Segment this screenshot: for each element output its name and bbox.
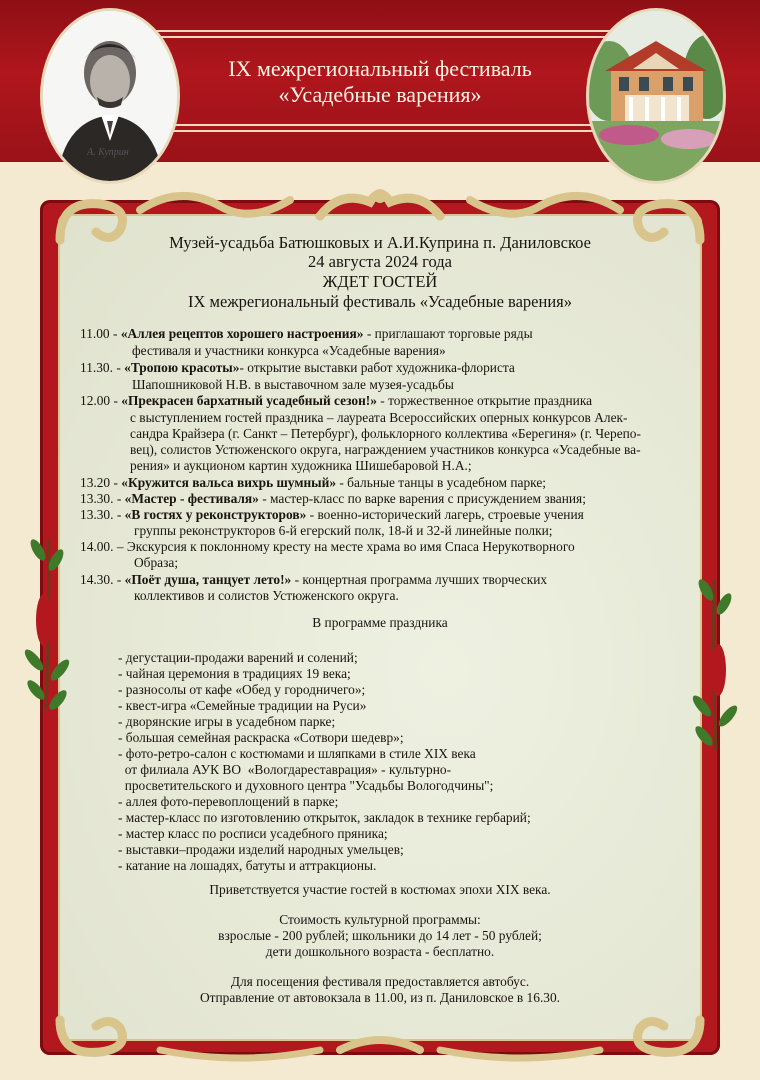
schedule-title: «Прекрасен бархатный усадебный сезон!» — [121, 393, 377, 408]
schedule-cont: с выступлением гостей праздника – лауреата Всероссийских оперных конкурсов Алек- — [130, 410, 628, 425]
festival-title-line2: «Усадебные варения» — [278, 82, 482, 107]
costume-note: Приветствуется участие гостей в костюмах эпохи XIX века. — [209, 882, 551, 897]
schedule-time: 14.30. - — [80, 572, 122, 587]
schedule-item-5 — [80, 491, 586, 507]
schedule-desc: - открытие выставки работ художника-флориста — [239, 360, 515, 375]
program-item: - катание на лошадях, батуты и аттракционы. — [118, 858, 377, 873]
schedule-desc: - бальные танцы в усадебном парке; — [336, 475, 546, 490]
header-top-rule — [150, 30, 610, 32]
schedule-cont: группы реконструкторов 6-й егерский полк, 18-й и 32-й линейные полки; — [134, 523, 553, 538]
schedule-item-3 — [80, 393, 592, 409]
schedule-item-1 — [80, 326, 533, 342]
schedule-cont: рения» и аукционом картин художника Шишебаровой Н.А.; — [130, 458, 472, 473]
heading-date: 24 августа 2024 года — [308, 252, 452, 271]
bottom-scroll-ornament — [40, 1010, 720, 1070]
manor-image — [589, 11, 723, 181]
right-leaf-ornament — [684, 560, 744, 760]
festival-title-line1: IX межрегиональный фестиваль — [228, 56, 532, 81]
festival-title — [170, 56, 590, 108]
schedule-title: «Аллея рецептов хорошего настроения» — [120, 326, 364, 341]
schedule-time: 12.00 - — [80, 393, 118, 408]
price-line1: взрослые - 200 рублей; школьники до 14 лет - 50 рублей; — [218, 928, 542, 943]
schedule-time: 14.00. — [80, 539, 114, 554]
schedule-cont: Образа; — [134, 555, 179, 570]
schedule-item-8 — [80, 572, 547, 588]
schedule-cont: сандра Крайзера (г. Санкт – Петербург), фольклорного коллектива «Берегиня» (г. Черепо- — [130, 426, 641, 441]
program-item: - дегустации-продажи варений и солений; — [118, 650, 358, 665]
program-item: - квест-игра «Семейные традиции на Руси» — [118, 698, 367, 713]
bus-line1: Для посещения фестиваля предоставляется автобус. — [230, 974, 530, 989]
schedule-cont: коллективов и солистов Устюженского округа. — [134, 588, 399, 603]
program-item: - дворянские игры в усадебном парке; — [118, 714, 336, 729]
schedule-time: 13.20 - — [80, 475, 118, 490]
schedule-desc: - торжественное открытие праздника — [376, 393, 593, 408]
schedule-desc: - мастер-класс по варке варения с присуждением звания; — [258, 491, 586, 506]
price-line2: дети дошкольного возраста - бесплатно. — [265, 944, 495, 959]
schedule-time: 13.30. - — [80, 507, 122, 522]
schedule-title: «Поёт душа, танцует лето!» — [124, 572, 292, 587]
schedule-desc: – Экскурсия к поклонному кресту на месте храма во имя Спаса Нерукотворного — [113, 539, 575, 554]
schedule-item-7 — [80, 539, 575, 555]
schedule-title: «Кружится вальса вихрь шумный» — [121, 475, 337, 490]
schedule-desc: - военно-исторический лагерь, строевые учения — [306, 507, 584, 522]
program-item: - мастер класс по росписи усадебного пряника; — [118, 826, 388, 841]
program-item: просветительского и духовного центра "Усадьбы Вологодчины"; — [118, 778, 494, 793]
kuprin-portrait — [40, 8, 180, 184]
schedule-time: 11.30. - — [80, 360, 121, 375]
schedule-item-6 — [80, 507, 584, 523]
schedule-title: «В гостях у реконструкторов» — [124, 507, 307, 522]
program-item: от филиала АУК ВО «Вологдареставрация» - культурно- — [118, 762, 452, 777]
program-item: - разносолы от кафе «Обед у городничего»; — [118, 682, 366, 697]
schedule-cont: фестиваля и участники конкурса «Усадебные варения» — [132, 343, 446, 358]
program-title: В программе праздника — [312, 615, 448, 630]
schedule-time: 11.00 - — [80, 326, 118, 341]
schedule-desc: - приглашают торговые ряды — [363, 326, 533, 341]
schedule-cont: вец), солистов Устюженского округа, награждением участников конкурса «Усадебные ва- — [130, 442, 641, 457]
price-title: Стоимость культурной программы: — [279, 912, 481, 927]
heading-festival: IX межрегиональный фестиваль «Усадебные варения» — [187, 292, 572, 311]
schedule-title: «Тропою красоты» — [124, 360, 240, 375]
schedule-desc: - концертная программа лучших творческих — [291, 572, 548, 587]
heading-awaits: ЖДЕТ ГОСТЕЙ — [322, 272, 438, 291]
manor-painting — [586, 8, 726, 184]
schedule-cont: Шапошниковой Н.В. в выставочном зале музея-усадьбы — [132, 377, 454, 392]
schedule-title: «Мастер - фестиваля» — [124, 491, 259, 506]
program-item: - мастер-класс по изготовлению открыток, закладок в технике гербарий; — [118, 810, 531, 825]
header-bottom-rule — [150, 124, 610, 126]
left-leaf-ornament — [20, 520, 80, 720]
schedule-item-2 — [80, 360, 515, 376]
heading-museum: Музей-усадьба Батюшковых и А.И.Куприна п. Даниловское — [169, 233, 591, 252]
schedule-time: 13.30. - — [80, 491, 122, 506]
program-item: - чайная церемония в традициях 19 века; — [118, 666, 351, 681]
program-item: - большая семейная раскраска «Сотвори шедевр»; — [118, 730, 404, 745]
program-item: - выставки–продажи изделий народных умельцев; — [118, 842, 404, 857]
header-bottom-rule-2 — [150, 130, 610, 132]
portrait-signature: А. Куприн — [87, 147, 129, 158]
program-item: - аллея фото-перевоплощений в парке; — [118, 794, 339, 809]
program-item: - фото-ретро-салон с костюмами и шляпками в стиле XIX века — [118, 746, 476, 761]
schedule-item-4 — [80, 475, 546, 491]
bus-line2: Отправление от автовокзала в 11.00, из п. Даниловское в 16.30. — [199, 990, 561, 1005]
header-top-rule-2 — [150, 36, 610, 38]
